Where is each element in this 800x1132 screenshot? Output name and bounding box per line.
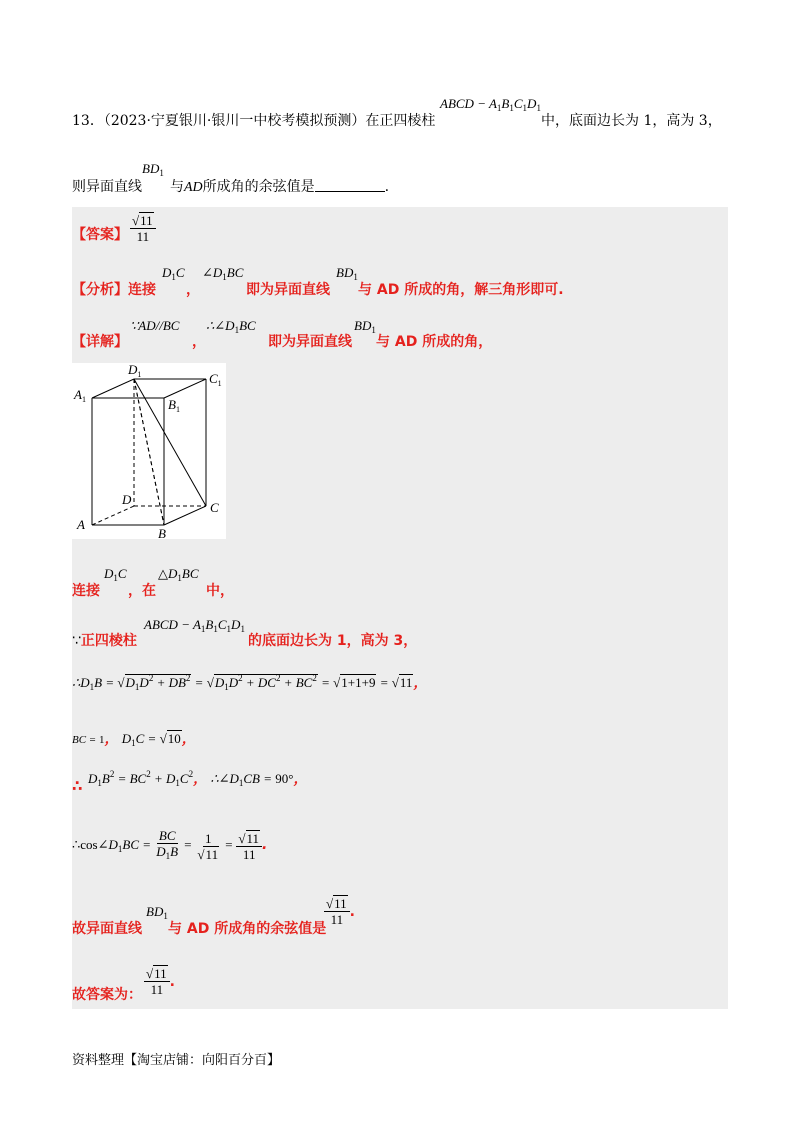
svg-text:B1: $B_1$ — [168, 397, 180, 414]
final-answer-line: 故答案为： — [72, 987, 142, 1003]
question-line-2 — [72, 176, 142, 196]
analysis-d1c: $D_1C$ — [162, 265, 185, 282]
step-cos: $\therefore\cos\angle D_1BC$ = $\frac{BC}{D_1B}$ = $\frac{1}{√11}$ = $\frac{√11}{11}$ . — [72, 828, 268, 862]
analysis-text3: 与 AD 所成的角，解三角形即可. — [358, 282, 564, 298]
bd1-superscript: $BD_1$ — [142, 161, 164, 178]
detail-text2: 与 AD 所成的角， — [376, 334, 493, 350]
step-d1c: $D_1C$ — [104, 566, 127, 583]
analysis-comma: ， — [186, 282, 200, 298]
detail-therefore-angle: $\therefore\angle D_1BC$ — [206, 318, 256, 335]
step-pythag: $D_1B^2 = BC^2 + D_1C^2$， $\therefore\angle D_1CB = 90^\circ$， — [88, 769, 308, 788]
answer-label: 【答案】 — [72, 227, 128, 243]
step-in: ，在 — [128, 583, 156, 599]
detail-line — [72, 331, 128, 351]
detail-bd1: $BD_1$ — [354, 318, 376, 335]
step-d1b-length: $\therefore D_1B = √D_1D^2 + DB^2 = √D_1D^2 + DC^2 + BC^2 = √1+1+9 = √11$， — [72, 673, 428, 692]
step-triangle: $\triangle D_1BC$ — [158, 566, 199, 583]
svg-text:D1: $D_1$ — [128, 363, 142, 379]
step-prism-cond: 的底面边长为 1，高为 3， — [248, 633, 418, 649]
analysis-angle: $\angle D_1BC$ — [202, 265, 244, 282]
prism-figure — [72, 363, 226, 539]
analysis-line: 【分析】连接 — [72, 282, 156, 298]
question-number: 13． — [72, 113, 104, 129]
conclusion-fraction: $\frac{√11}{11}$ . — [326, 896, 355, 927]
svg-text:D: D — [122, 492, 132, 507]
conclusion-text2: 与 AD 所成角的余弦值是 — [168, 921, 327, 937]
question-line-2-rest: 与AD所成角的余弦值是 . — [170, 179, 390, 195]
analysis-text2: 即为异面直线 — [246, 282, 330, 298]
detail-label: 【详解】 — [72, 334, 128, 350]
step-prism-formula: ABCD − $A_1B_1C_1D_1$ — [144, 617, 245, 634]
analysis-bd1: $BD_1$ — [336, 265, 358, 282]
step-connect: 连接 — [72, 583, 100, 599]
question-tail: 中，底面边长为 1，高为 3， — [541, 113, 722, 129]
answer-blank[interactable] — [315, 179, 385, 192]
detail-text1: 即为异面直线 — [268, 334, 352, 350]
step-middle: 中， — [206, 583, 234, 599]
svg-text:C1: $C_1$ — [209, 371, 222, 388]
conclusion-bd1: $BD_1$ — [146, 904, 168, 921]
prism-diagram — [72, 363, 226, 539]
svg-text:C: C — [210, 500, 219, 515]
step-bc-d1c: BC = 1， $D_1C = √10$， — [72, 731, 196, 748]
detail-ad-parallel-bc: ∵AD//BC — [130, 318, 180, 333]
svg-text:B: B — [158, 526, 166, 539]
prism-formula: ABCD − $A_1B_1C_1D_1$ — [440, 96, 541, 113]
step-right-angle: ∴ — [72, 777, 83, 795]
svg-text:A1: $A_1$ — [74, 387, 86, 404]
conclusion-line: 故异面直线 — [72, 921, 142, 937]
question-source: （2023·宁夏银川·银川一中校考模拟预测）在正四棱柱 — [103, 113, 436, 129]
svg-text:A: A — [77, 517, 85, 532]
analysis-label: 【分析】 — [72, 282, 128, 298]
question-line2-prefix: 则异面直线 — [72, 179, 142, 195]
answer-line — [72, 224, 128, 244]
step-prism: ∵正四棱柱 — [72, 633, 137, 649]
final-fraction: $\frac{√11}{11}$ . — [146, 966, 175, 997]
question-line-1 — [72, 110, 435, 130]
footer-text: 资料整理【淘宝店铺：向阳百分百】 — [72, 1053, 281, 1068]
answer-fraction: $\frac{√11}{11}$ — [130, 213, 156, 244]
